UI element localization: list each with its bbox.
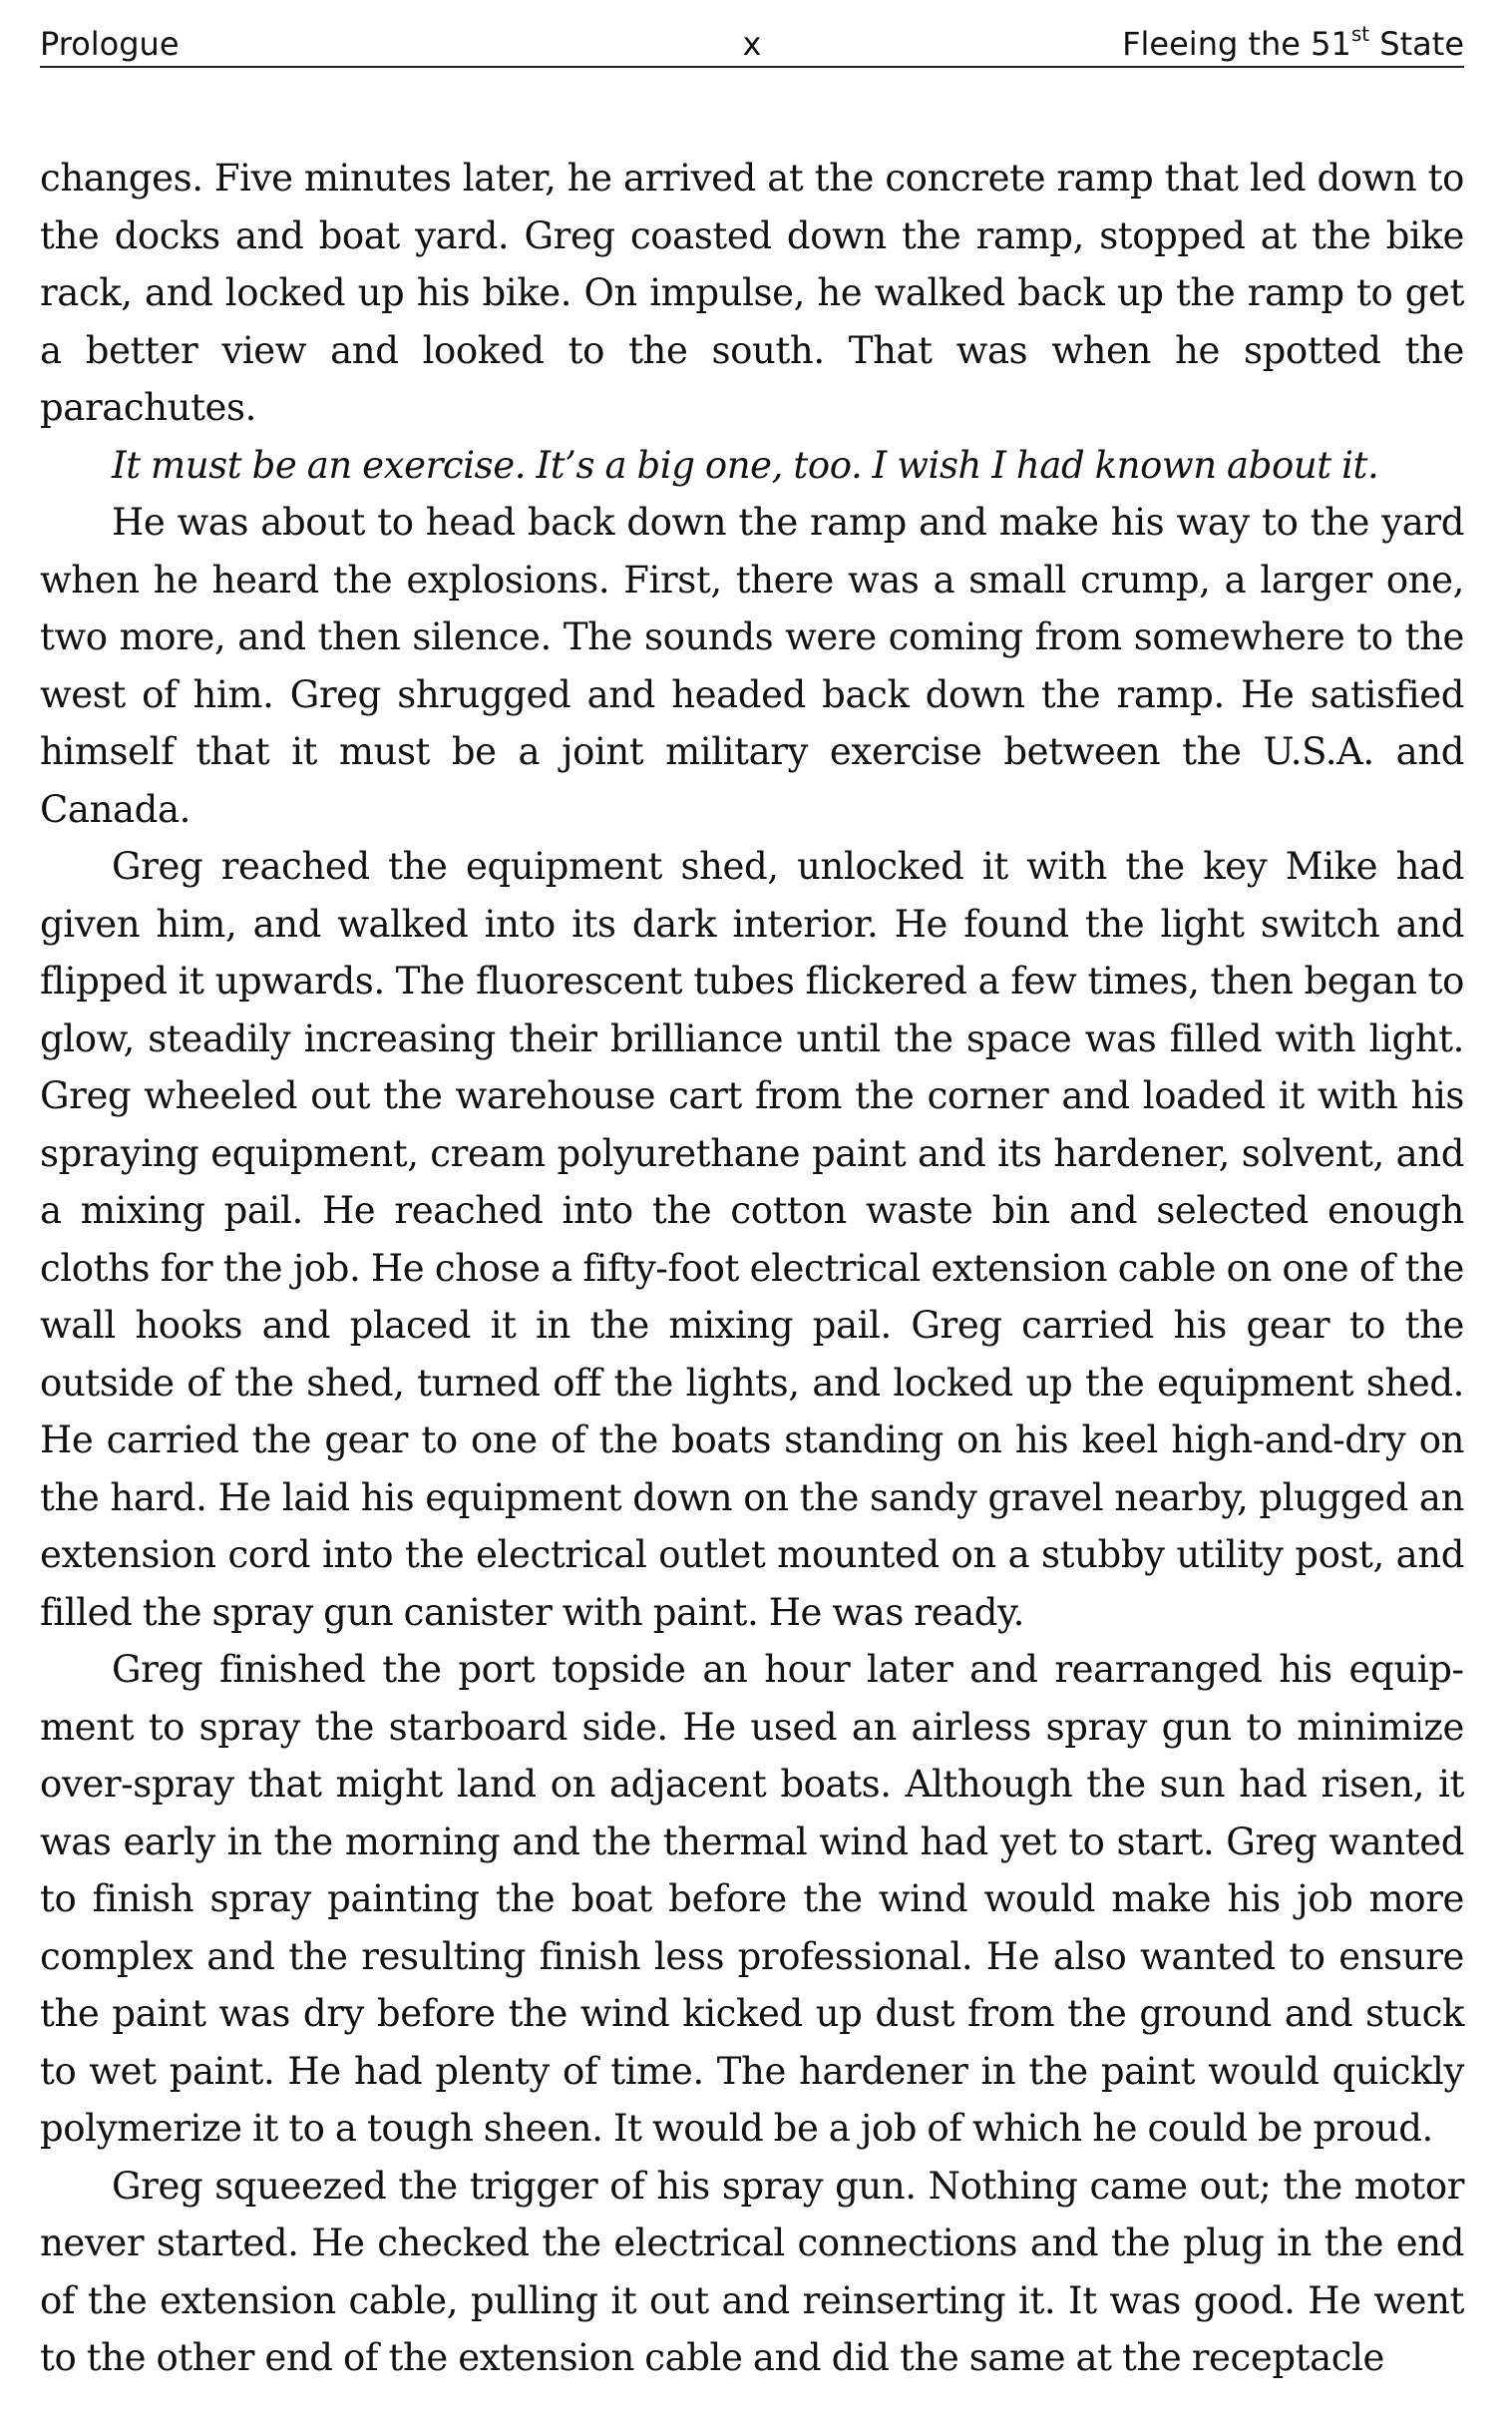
paragraph: changes. Five minutes later, he arrived at the concrete ramp that led down to the docks and boat yard. Greg coasted down the ramp, stopped at the bike rack, and locked up his bike. On impulse, he walked back up the ramp to get a better view and looked to the south. That was when he spotted the parachutes. <box>40 157 1464 429</box>
running-header <box>40 22 1464 68</box>
header-book-title-superscript: st <box>1350 22 1370 46</box>
header-book-title-tail: State <box>1369 25 1464 63</box>
paragraph: Greg squeezed the trigger of his spray gun. Nothing came out; the motor never started. He checked the electrical connections and the plug in the end of the extension cable, pulling it out and reinserting it. It was good. He went to the other end of the extension cable and did the same at the receptacle <box>40 2164 1464 2379</box>
header-section-title: Prologue <box>40 25 180 63</box>
paragraph: Greg reached the equipment shed, unlocked it with the key Mike had given him, and walked into its dark interior. He found the light switch and flipped it upwards. The fluorescent tubes flickered a few times, then began to glow, steadily increasing their brilliance until the space was filled with light. Greg wheeled out the warehouse cart from the corner and loaded it with his spraying equipment, cream polyurethane paint and its hardener, solvent, and a mixing pail. He reached into the cotton waste bin and selected enough cloths for the job. He chose a fifty-foot electrical extension cable on one of the wall hooks and placed it in the mixing pail. Greg carried his gear to the outside of the shed, turned off the lights, and locked up the equipment shed. He carried the gear to one of the boats standing on his keel high-and-dry on the hard. He laid his equipment down on the sandy gravel nearby, plugged an extension cord into the electrical outlet mounted on a stubby utility post, and filled the spray gun canister with paint. He was ready. <box>40 845 1464 1634</box>
paragraph: Greg finished the port topside an hour later and rearranged his equipment to spray the starboard side. He used an airless spray gun to minimize over-spray that might land on adjacent boats. Although the sun had risen, it was early in the morning and the thermal wind had yet to start. Greg wanted to finish spray painting the boat before the wind would make his job more complex and the resulting finish less professional. He also wanted to ensure the paint was dry before the wind kicked up dust from the ground and stuck to wet paint. He had plenty of time. The hardener in the paint would quickly polymerize it to a tough sheen. It would be a job of which he could be proud. <box>40 1648 1464 2150</box>
header-page-number: x <box>742 25 762 63</box>
paragraph: He was about to head back down the ramp and make his way to the yard when he heard the explosions. First, there was a small crump, a larger one, two more, and then silence. The sounds were coming from somewhere to the west of him. Greg shrugged and headed back down the ramp. He satisfied himself that it must be a joint military exercise between the U.S.A. and Canada. <box>40 501 1464 831</box>
italic-thought-paragraph: It must be an exercise. It’s a big one, too. I wish I had known about it. <box>112 443 1379 487</box>
header-book-title <box>1122 22 1464 66</box>
body-text <box>40 150 1464 2387</box>
header-book-title-main: Fleeing the 51 <box>1122 25 1351 63</box>
